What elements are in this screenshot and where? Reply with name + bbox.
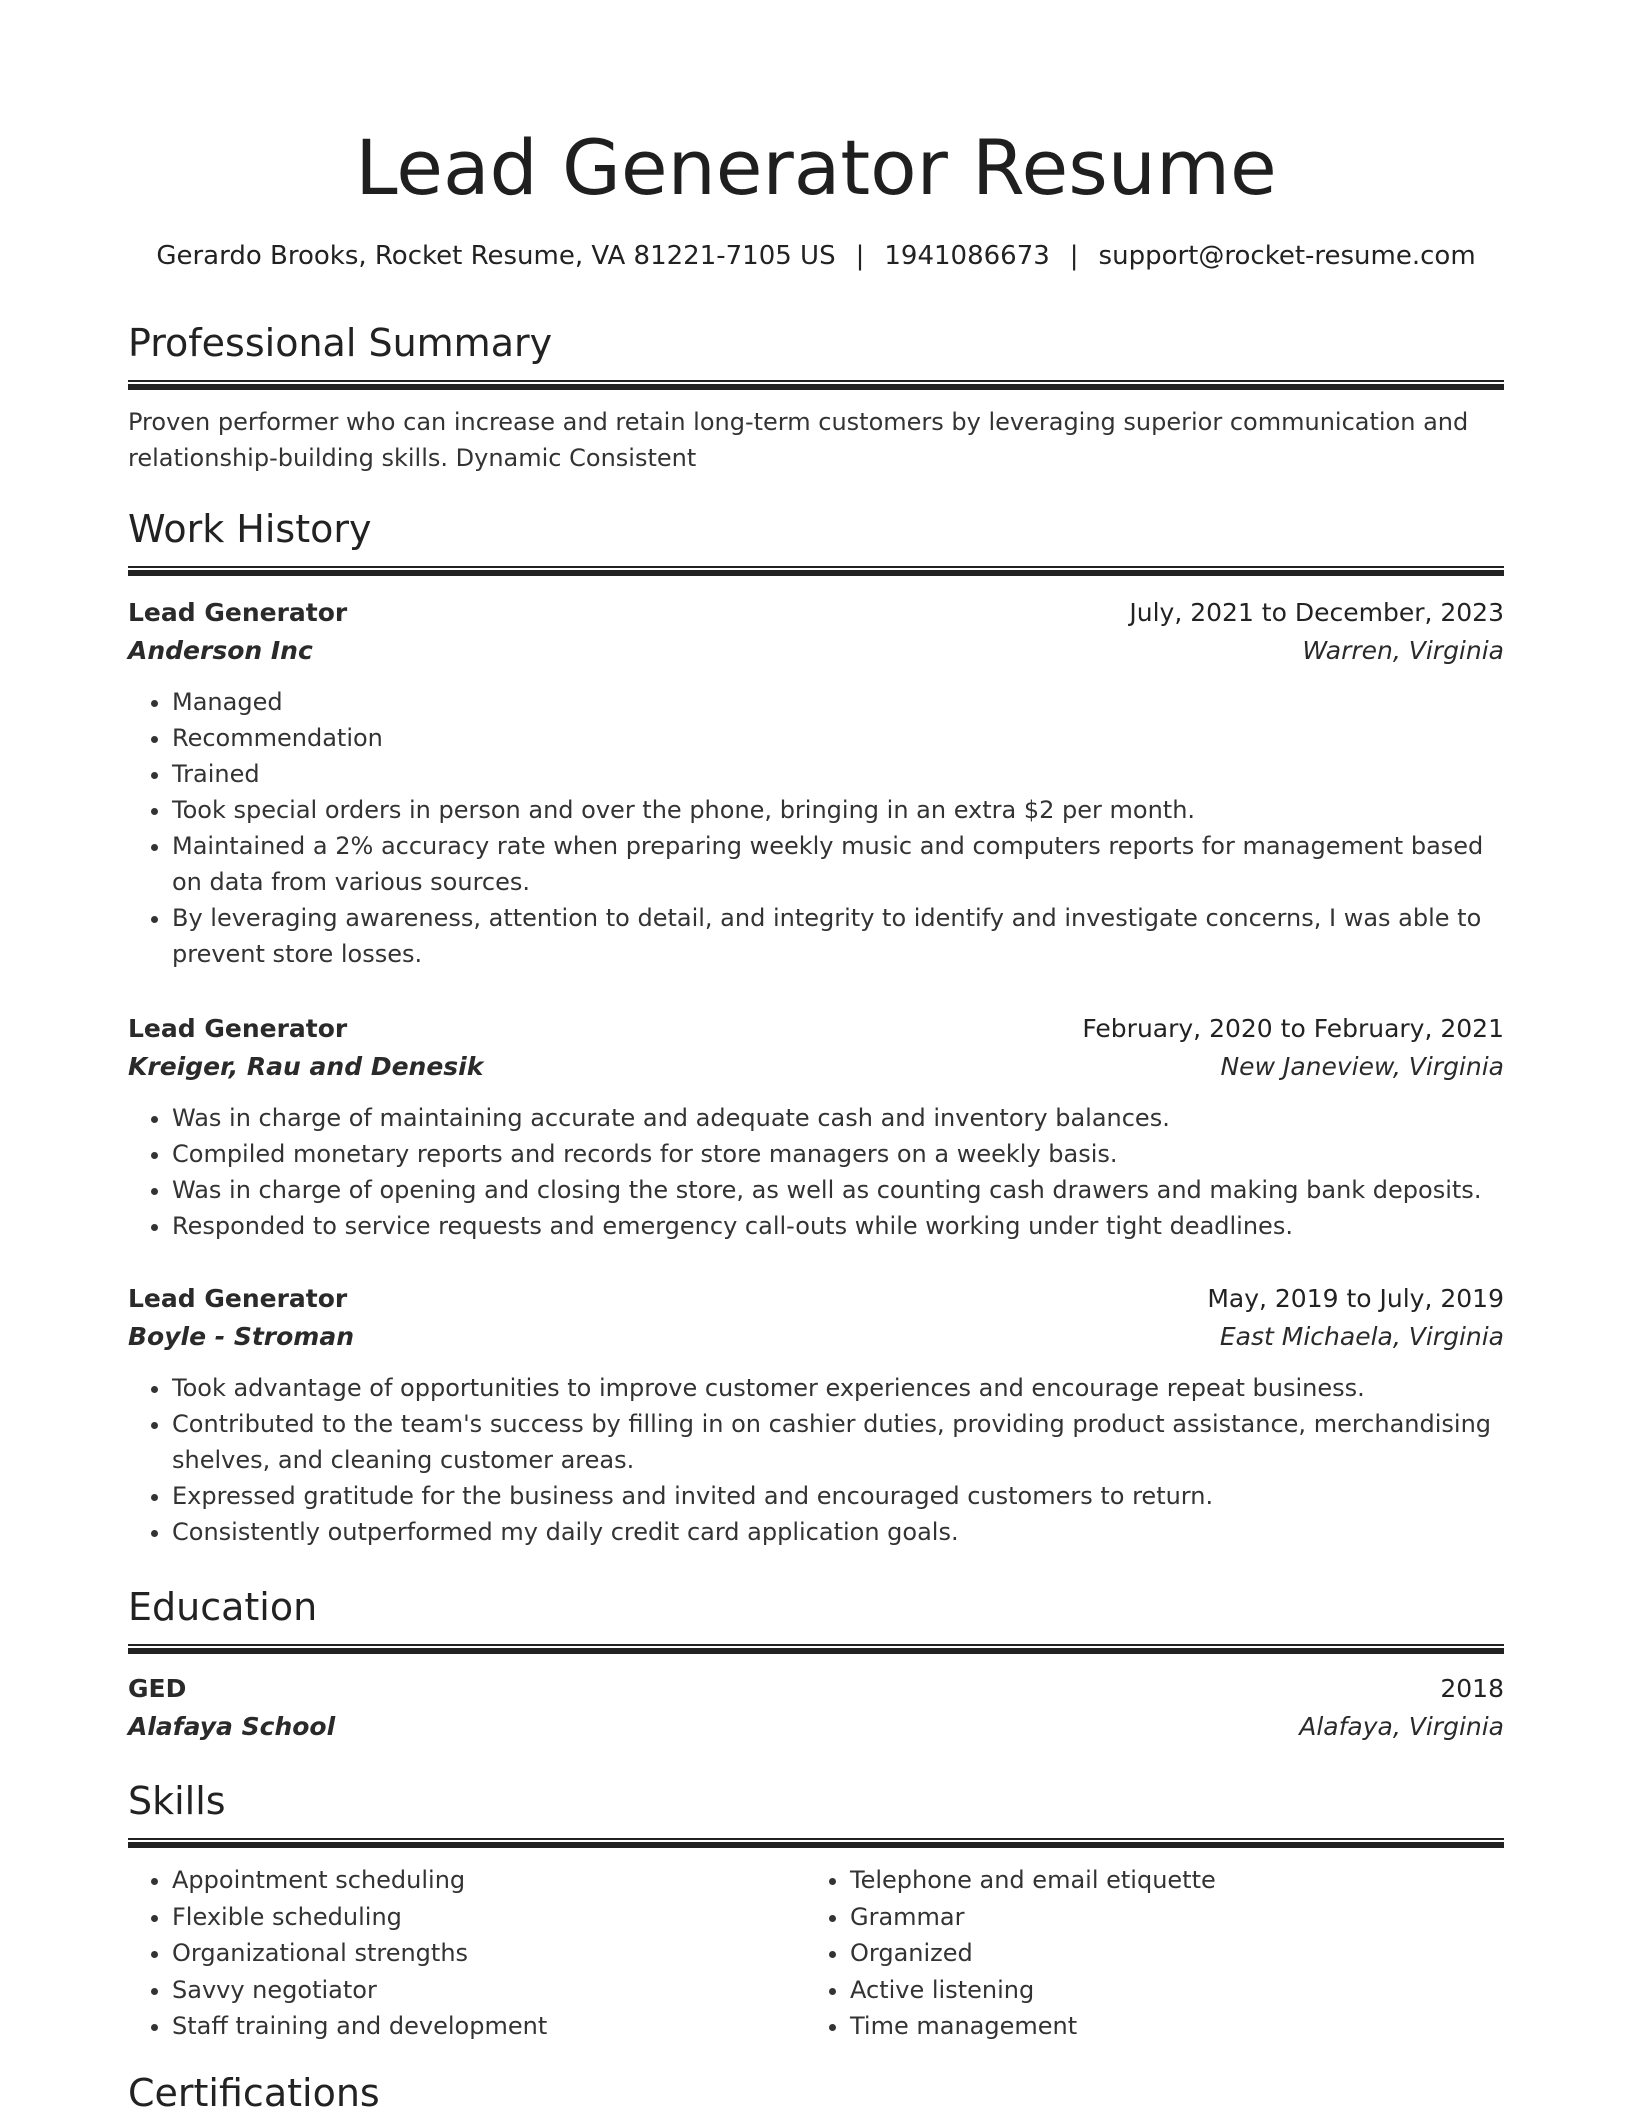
job-location: New Janeview, Virginia — [1220, 1052, 1504, 1081]
summary-text: Proven performer who can increase and retain long-term customers by leveraging superior communication and relationship-building skills. Dynamic Consistent — [128, 408, 1469, 472]
list-item: • Trained — [172, 756, 1504, 792]
skills-heading: Skills — [128, 1779, 226, 1823]
list-item: • Recommendation — [172, 720, 1504, 756]
job-subheader — [128, 632, 1504, 670]
skills-right-list — [806, 1862, 1484, 2045]
contact-line — [128, 238, 1504, 274]
list-item: • By leveraging awareness, attention to detail, and integrity to identify and investigate concerns, I was able to prevent store losses. — [172, 900, 1504, 972]
contact-separator: | — [1069, 241, 1079, 271]
summary-heading: Professional Summary — [128, 321, 553, 365]
list-item: • Telephone and email etiquette — [850, 1862, 1484, 1899]
education-year: 2018 — [1440, 1674, 1504, 1703]
skills-columns — [128, 1862, 1504, 2045]
list-item: • Consistently outperformed my daily credit card application goals. — [172, 1514, 1504, 1550]
list-item: • Expressed gratitude for the business and invited and encouraged customers to return. — [172, 1478, 1504, 1514]
job-bullets — [128, 684, 1504, 972]
skills-section — [128, 1776, 1504, 2045]
job-dates: May, 2019 to July, 2019 — [1207, 1284, 1504, 1313]
contact-address: Gerardo Brooks, Rocket Resume, VA 81221-7105 US — [156, 241, 836, 271]
list-item: • Was in charge of maintaining accurate and adequate cash and inventory balances. — [172, 1100, 1504, 1136]
list-item: • Time management — [850, 2008, 1484, 2045]
contact-separator: | — [855, 241, 865, 271]
job-subheader — [128, 1048, 1504, 1086]
certifications-section — [128, 2068, 1504, 2118]
summary-section — [128, 318, 1504, 476]
skills-left-list — [128, 1862, 806, 2045]
list-item: • Active listening — [850, 1972, 1484, 2009]
job-entry — [128, 594, 1504, 972]
list-item: • Maintained a 2% accuracy rate when preparing weekly music and computers reports for management based on data from various sources. — [172, 828, 1504, 900]
certifications-heading: Certifications — [128, 2071, 380, 2115]
section-rule — [128, 1644, 1504, 1654]
job-entry — [128, 1010, 1504, 1244]
list-item: • Contributed to the team's success by filling in on cashier duties, providing product assistance, merchandising shelves, and cleaning customer areas. — [172, 1406, 1504, 1478]
list-item: • Staff training and development — [172, 2008, 806, 2045]
job-entry — [128, 1280, 1504, 1550]
job-header — [128, 1010, 1504, 1048]
list-item: • Took special orders in person and over the phone, bringing in an extra $2 per month. — [172, 792, 1504, 828]
contact-phone: 1941086673 — [884, 241, 1050, 271]
resume-title: Lead Generator Resume — [355, 123, 1277, 212]
job-company: Boyle - Stroman — [128, 1322, 355, 1351]
list-item: • Responded to service requests and emergency call-outs while working under tight deadlines. — [172, 1208, 1504, 1244]
job-location: Warren, Virginia — [1302, 636, 1504, 665]
education-school: Alafaya School — [128, 1712, 336, 1741]
education-subheader — [128, 1708, 1504, 1746]
education-entry — [128, 1670, 1504, 1746]
list-item: • Savvy negotiator — [172, 1972, 806, 2009]
contact-email: support@rocket-resume.com — [1098, 241, 1476, 271]
job-subheader — [128, 1318, 1504, 1356]
job-title: Lead Generator — [128, 598, 348, 627]
job-dates: July, 2021 to December, 2023 — [1129, 598, 1504, 627]
job-bullets — [128, 1100, 1504, 1244]
job-company: Kreiger, Rau and Denesik — [128, 1052, 484, 1081]
list-item: • Organizational strengths — [172, 1935, 806, 1972]
list-item: • Appointment scheduling — [172, 1862, 806, 1899]
list-item: • Organized — [850, 1935, 1484, 1972]
education-heading: Education — [128, 1585, 318, 1629]
education-degree: GED — [128, 1674, 187, 1703]
job-bullets — [128, 1370, 1504, 1550]
list-item: • Took advantage of opportunities to improve customer experiences and encourage repeat business. — [172, 1370, 1504, 1406]
education-header — [128, 1670, 1504, 1708]
work-section — [128, 504, 1504, 576]
list-item: • Compiled monetary reports and records for store managers on a weekly basis. — [172, 1136, 1504, 1172]
list-item: • Was in charge of opening and closing the store, as well as counting cash drawers and making bank deposits. — [172, 1172, 1504, 1208]
job-dates: February, 2020 to February, 2021 — [1082, 1014, 1504, 1043]
work-heading: Work History — [128, 507, 372, 551]
list-item: • Managed — [172, 684, 1504, 720]
job-location: East Michaela, Virginia — [1219, 1322, 1504, 1351]
job-header — [128, 1280, 1504, 1318]
education-location: Alafaya, Virginia — [1299, 1712, 1504, 1741]
section-rule — [128, 380, 1504, 390]
list-item: • Flexible scheduling — [172, 1899, 806, 1936]
education-section — [128, 1582, 1504, 1654]
job-company: Anderson Inc — [128, 636, 313, 665]
section-rule — [128, 1838, 1504, 1848]
job-title: Lead Generator — [128, 1284, 348, 1313]
job-header — [128, 594, 1504, 632]
job-title: Lead Generator — [128, 1014, 348, 1043]
list-item: • Grammar — [850, 1899, 1484, 1936]
section-rule — [128, 566, 1504, 576]
